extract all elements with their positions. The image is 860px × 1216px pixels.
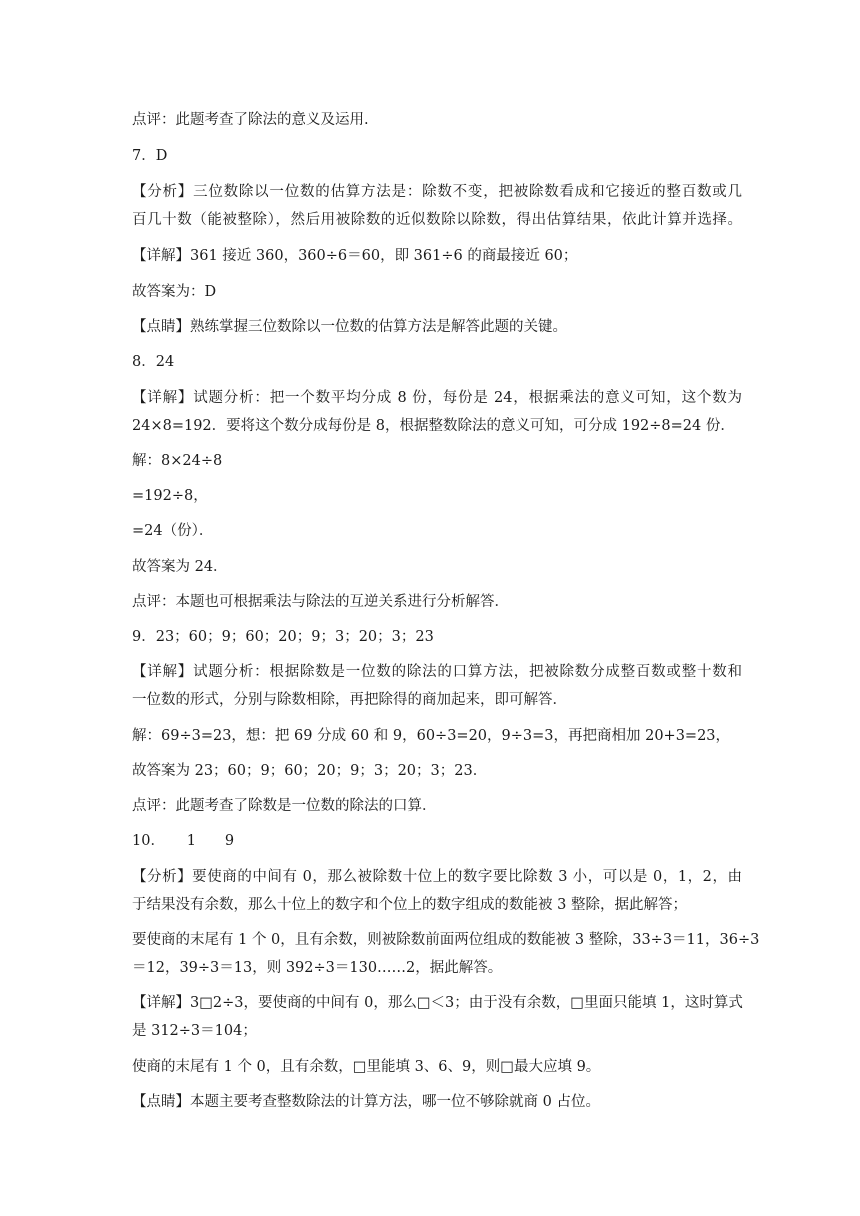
text-line: 于结果没有余数，那么十位上的数字和个位上的数字组成的数能被 3 整除，据此解答；: [132, 897, 687, 913]
text-line: 解：69÷3=23，想：把 69 分成 60 和 9，60÷3=20，9÷3=3，再把商相加 20+3=23，: [132, 728, 731, 744]
text-line: 百几十数（能被整除），然后用被除数的近似数除以除数，得出估算结果，依此计算并选择。: [132, 212, 742, 228]
answer-heading-9: 9．23；60；9；60；20；9；3；20；3；23: [132, 629, 434, 645]
text-line: 要使商的末尾有 1 个 0，且有余数，则被除数前面两位组成的数能被 3 整除，33÷3＝11，36÷3: [132, 932, 760, 948]
text-line: 故答案为 24．: [132, 559, 228, 575]
text-line: 【点睛】熟练掌握三位数除以一位数的估算方法是解答此题的关键。: [132, 319, 567, 335]
text-line: 【详解】361 接近 360，360÷6＝60，即 361÷6 的商最接近 60；: [132, 248, 578, 264]
text-line: 24×8=192．要将这个数分成每份是 8，根据整数除法的意义可知，可分成 192÷8=24 份．: [132, 418, 735, 434]
text-line: 【详解】试题分析：根据除数是一位数的除法的口算方法，把被除数分成整百数或整十数和: [132, 664, 742, 680]
text-line: 【分析】要使商的中间有 0，那么被除数十位上的数字要比除数 3 小，可以是 0，1，2，由: [132, 869, 742, 885]
text-line: 故答案为：D: [132, 284, 217, 300]
text-line: 【详解】试题分析：把一个数平均分成 8 份，每份是 24，根据乘法的意义可知，这个数为: [132, 390, 742, 406]
answer-heading-8: 8．24: [132, 354, 175, 370]
text-line: ＝12，39÷3＝13，则 392÷3＝130……2，据此解答。: [132, 960, 503, 976]
text-line: 点评：此题考查了除法的意义及运用.: [132, 112, 369, 128]
text-line: 【点睛】本题主要考查整数除法的计算方法，哪一位不够除就商 0 占位。: [132, 1094, 600, 1110]
text-line: 故答案为 23；60；9；60；20；9；3；20；3；23．: [132, 763, 488, 779]
text-line: 解：8×24÷8: [132, 453, 223, 469]
text-line: 是 312÷3＝104；: [132, 1023, 257, 1039]
text-line: =24（份）．: [132, 523, 214, 539]
text-line: 一位数的形式，分别与除数相除，再把除得的商加起来，即可解答．: [132, 692, 567, 708]
text-line: 【详解】3□2÷3，要使商的中间有 0，那么□＜3；由于没有余数，□里面只能填 1，这时算式: [132, 995, 743, 1011]
answer-heading-10: 10． 1 9: [132, 833, 235, 849]
text-line: 点评：本题也可根据乘法与除法的互逆关系进行分析解答．: [132, 594, 509, 610]
text-line: 使商的末尾有 1 个 0，且有余数，□里能填 3、6、9，则□最大应填 9。: [132, 1059, 601, 1075]
answer-heading-7: 7．D: [132, 148, 168, 164]
text-line: 点评：此题考查了除数是一位数的除法的口算．: [132, 798, 437, 814]
text-line: =192÷8，: [132, 488, 208, 504]
text-line: 【分析】三位数除以一位数的估算方法是：除数不变，把被除数看成和它接近的整百数或几: [132, 184, 742, 200]
